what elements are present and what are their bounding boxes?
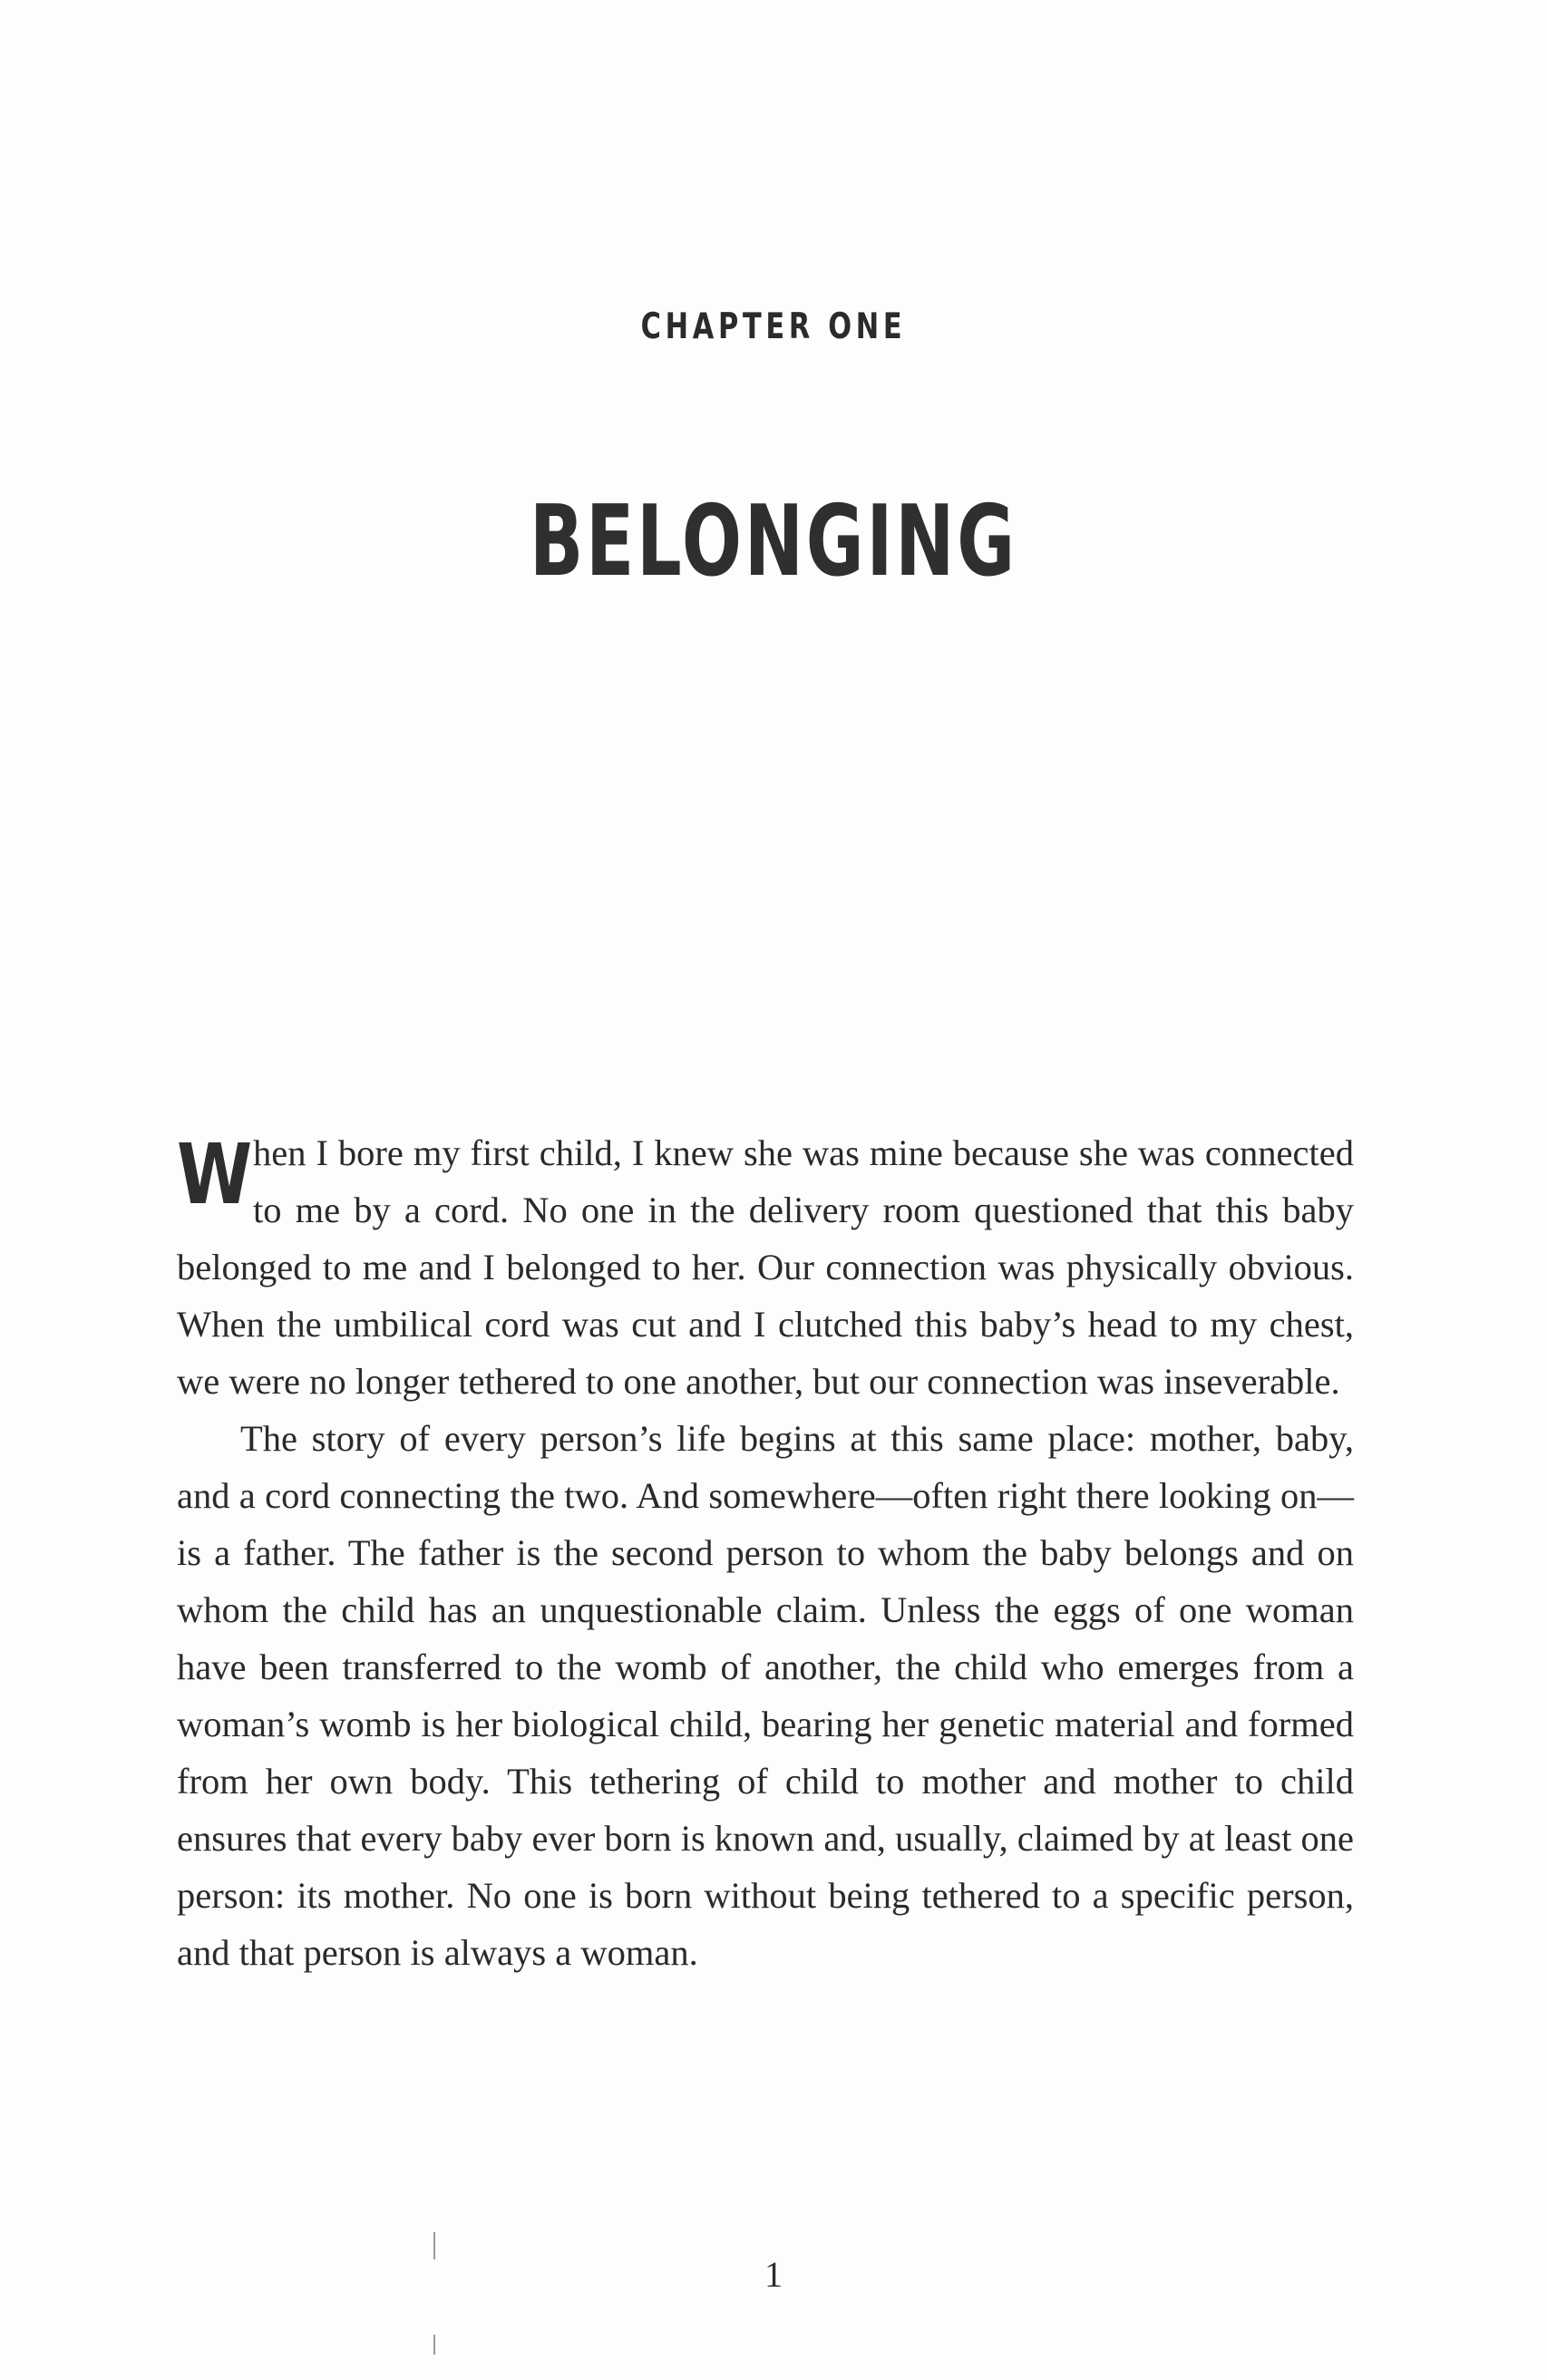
body-text xyxy=(177,1124,1354,1981)
chapter-title: BELONGING xyxy=(530,485,1017,598)
paragraph-second: The story of every person’s life begins at this same place: mother, baby, and a cord connecting the two. And somewhere—often right there looking on—is a father. The father is the second person to whom the baby belongs and on whom the child has an unquestionable claim. Unless the eggs of one woman have been transferred to the womb of another, the child who emerges from a woman’s womb is her biological child, bearing her genetic material and formed from her own body. This tethering of child to mother and mother to child ensures that every baby ever born is known and, usually, claimed by at least one person: its mother. No one is born without being tethered to a specific person, and that person is always a woman. xyxy=(177,1418,1354,1973)
page-number: 1 xyxy=(764,2254,783,2295)
drop-cap: W xyxy=(177,1126,253,1223)
scan-mark xyxy=(433,2232,435,2259)
chapter-label: CHAPTER ONE xyxy=(640,306,907,347)
paragraph-first-text: hen I bore my first child, I knew she was mine because she was connected to me by a cord. No one in the delivery room questioned that this baby belonged to me and I belonged to her. Our connection was physically obvious. When the umbilical cord was cut and I clutched this baby’s head to my chest, we were no longer tethered to one another, but our connection was inseverable. xyxy=(177,1132,1354,1402)
scan-mark xyxy=(433,2335,435,2355)
paragraph-first xyxy=(177,1124,1354,1410)
